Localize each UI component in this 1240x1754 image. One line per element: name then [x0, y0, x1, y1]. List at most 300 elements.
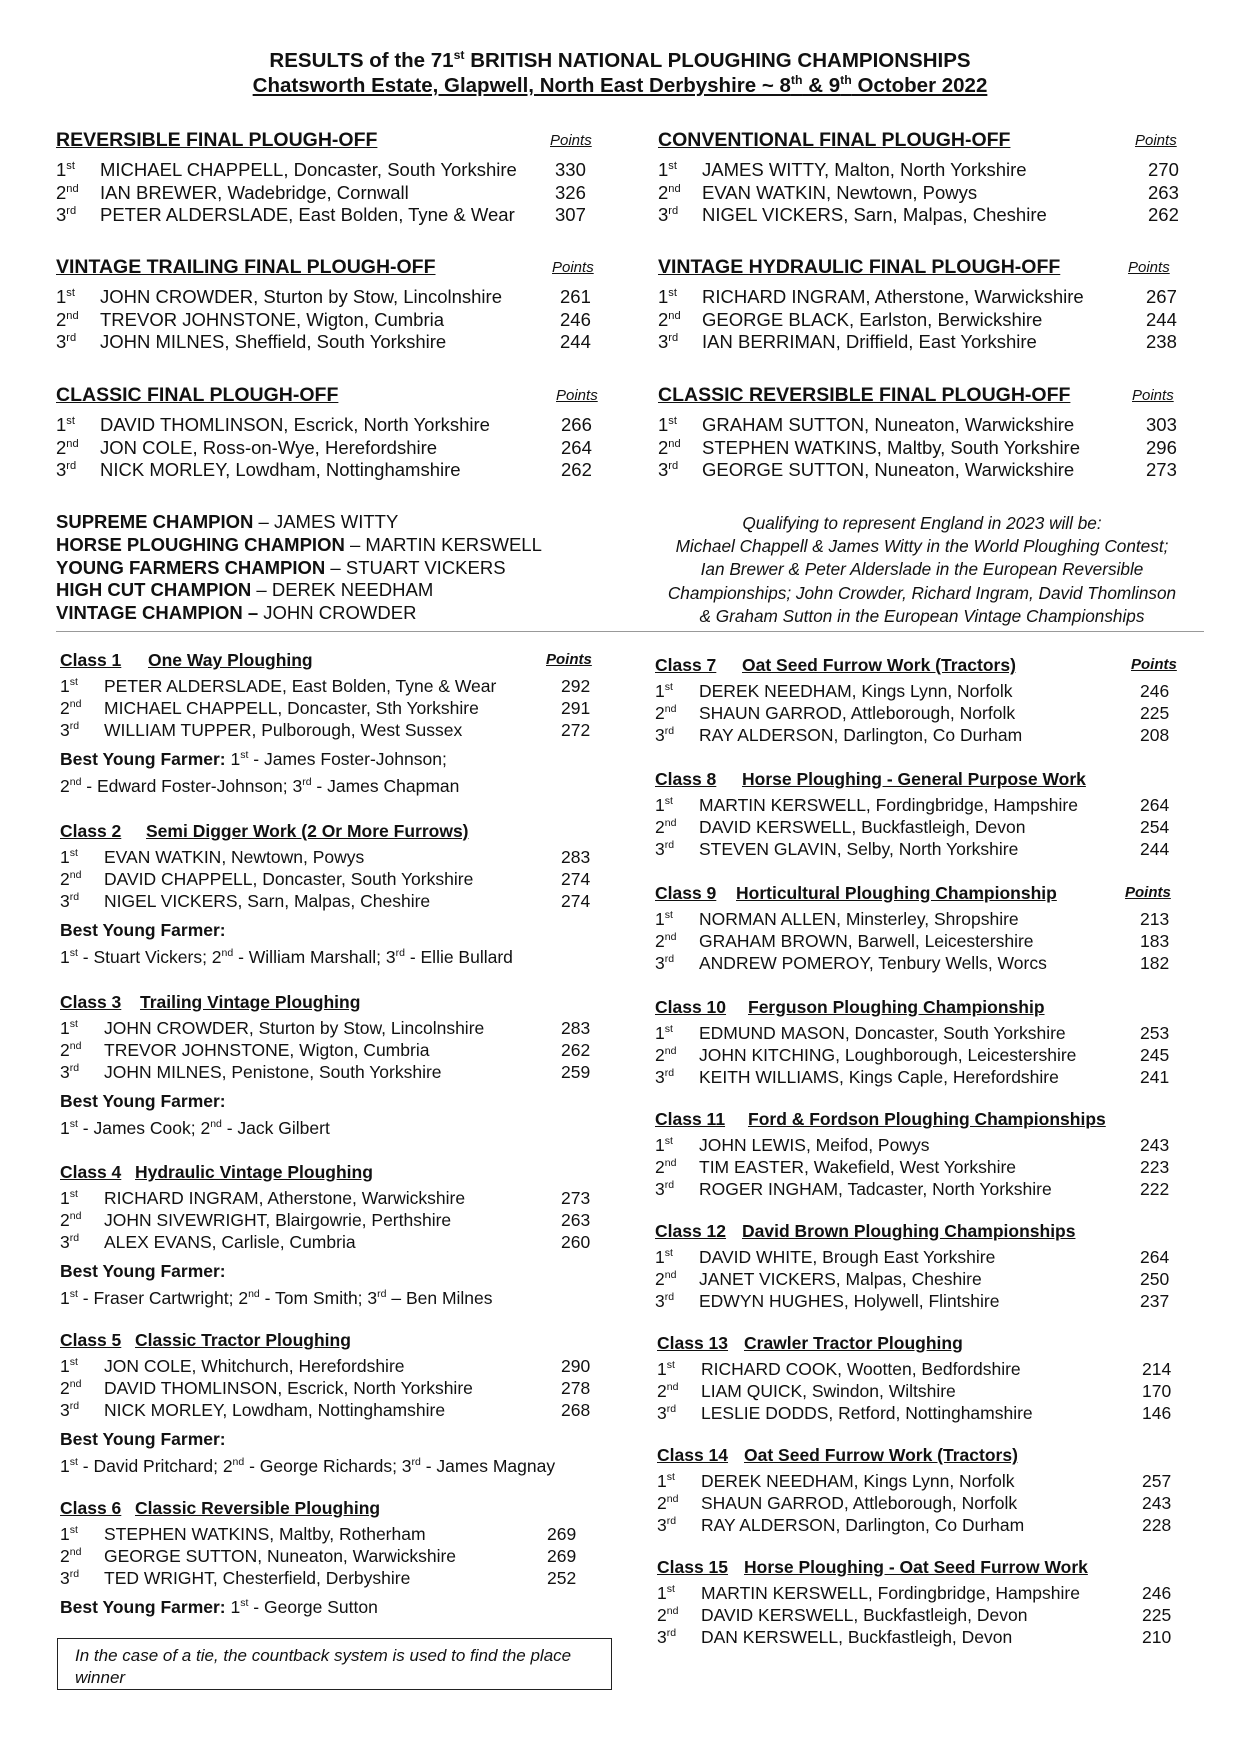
class-number: Class 5 [60, 1330, 122, 1350]
byf-label: Best Young Farmer: [60, 1260, 226, 1281]
class-title: Oat Seed Furrow Work (Tractors) [744, 1445, 1018, 1465]
class-title: One Way Ploughing [148, 650, 313, 670]
result-row [655, 681, 1170, 703]
score: 182 [1140, 953, 1170, 974]
final-title: REVERSIBLE FINAL PLOUGH-OFF [56, 129, 378, 151]
score: 264 [1140, 1247, 1170, 1267]
score: 223 [1140, 1157, 1170, 1178]
champion-line [56, 511, 542, 534]
score: 246 [1142, 1583, 1172, 1603]
competitor-name: DAVID CHAPPELL, Doncaster, South Yorkshire [104, 869, 474, 890]
result-row [60, 869, 591, 891]
qualifying-line: & Graham Sutton in the European Vintage Championships [699, 605, 1145, 626]
byf-line [60, 944, 513, 971]
place-ordinal: rd [69, 1232, 80, 1245]
title-text-rest: BRITISH NATIONAL PLOUGHING CHAMPIONSHIPS [464, 49, 971, 72]
place: 1st [657, 1583, 675, 1603]
subtitle-ordinal: th [840, 73, 852, 88]
place-ordinal: rd [66, 460, 77, 473]
score: 326 [555, 181, 586, 203]
place: 2nd [657, 1493, 679, 1514]
score: 183 [1140, 931, 1170, 952]
score: 270 [1148, 159, 1179, 180]
place: 3rd [60, 720, 80, 741]
result-row [655, 703, 1170, 725]
competitor-name: LESLIE DODDS, Retford, Nottinghamshire [701, 1403, 1033, 1424]
result-row [60, 847, 591, 869]
place-ordinal: rd [664, 1291, 675, 1304]
competitor-name: NORMAN ALLEN, Minsterley, Shropshire [699, 909, 1019, 929]
place-ordinal: st [668, 286, 677, 299]
place: 1st [56, 414, 75, 435]
points-label: Points [1135, 132, 1177, 149]
champion-title: VINTAGE CHAMPION – [56, 602, 259, 624]
score: 170 [1142, 1381, 1172, 1402]
class-header [60, 1330, 555, 1356]
class-header [60, 650, 592, 676]
class-title: Horse Ploughing - Oat Seed Furrow Work [744, 1557, 1088, 1577]
result-row [60, 1546, 577, 1568]
score: 208 [1140, 725, 1170, 746]
competitor-name: RAY ALDERSON, Darlington, Co Durham [699, 725, 1023, 746]
score: 241 [1140, 1067, 1170, 1088]
separator: – [344, 533, 366, 555]
place-ordinal: nd [69, 1210, 82, 1223]
competitor-name: SHAUN GARROD, Attleborough, Norfolk [699, 703, 1016, 724]
result-row [655, 1179, 1170, 1201]
place-ordinal: nd [232, 1455, 245, 1468]
class-title: Classic Tractor Ploughing [135, 1330, 351, 1350]
score: 263 [561, 1210, 591, 1231]
place-ordinal: st [66, 414, 75, 427]
place: 3rd [60, 1232, 80, 1253]
place-ordinal: rd [377, 1287, 387, 1300]
class-title: Ferguson Ploughing Championship [748, 997, 1045, 1017]
place-ordinal: st [666, 1359, 675, 1372]
subtitle-text: Chatsworth Estate, Glapwell, North East Derbyshire ~ 8 [252, 74, 791, 97]
competitor-name: DAVID WHITE, Brough East Yorkshire [699, 1247, 996, 1267]
class-number: Class 1 [60, 650, 122, 670]
class-number: Class 11 [655, 1109, 726, 1129]
tie-note [57, 1638, 612, 1690]
competitor-name: EDWYN HUGHES, Holywell, Flintshire [699, 1291, 1000, 1312]
final-title: VINTAGE TRAILING FINAL PLOUGH-OFF [56, 256, 436, 278]
place-ordinal: nd [69, 775, 82, 788]
result-row [655, 839, 1170, 861]
score: 283 [561, 1018, 591, 1038]
place: 2nd [658, 436, 681, 458]
score: 253 [1140, 1023, 1170, 1043]
place-ordinal: st [664, 681, 673, 694]
place-ordinal: st [664, 909, 673, 922]
competitor-name: JOHN CROWDER, Sturton by Stow, Lincolnshire [100, 286, 502, 307]
class-title: David Brown Ploughing Championships [742, 1221, 1076, 1241]
score: 246 [1140, 681, 1170, 701]
champions-list [56, 511, 542, 625]
place: 3rd [56, 204, 77, 226]
place-ordinal: rd [666, 1627, 677, 1640]
score: 244 [560, 331, 591, 353]
place-ordinal: st [69, 676, 78, 689]
place-ordinal: nd [69, 1378, 82, 1391]
place: 3rd [56, 331, 77, 353]
class-header [657, 1333, 963, 1359]
result-row [655, 1045, 1170, 1067]
place-ordinal: st [240, 748, 249, 761]
class-section [655, 655, 1177, 748]
place-ordinal: st [69, 1524, 78, 1537]
place: 1st [60, 847, 78, 867]
class-header [60, 1162, 493, 1188]
qualifying-line: Qualifying to represent England in 2023 will be: [742, 513, 1102, 533]
competitor-name: DAN KERSWELL, Buckfastleigh, Devon [701, 1627, 1013, 1648]
place: 2nd [60, 869, 82, 890]
class-header [655, 997, 1045, 1023]
final-title: CONVENTIONAL FINAL PLOUGH-OFF [658, 129, 1011, 151]
competitor-name: SHAUN GARROD, Attleborough, Norfolk [701, 1493, 1018, 1514]
place: 1st [655, 795, 673, 815]
result-row [655, 1023, 1170, 1045]
place-ordinal: nd [668, 309, 681, 322]
competitor-name: JOHN KITCHING, Loughborough, Leicestershire [699, 1045, 1077, 1066]
place-ordinal: st [69, 847, 78, 860]
place: 1st [56, 159, 75, 180]
place: 1st [60, 1356, 78, 1376]
champion-line [56, 534, 542, 557]
result-row [655, 1135, 1170, 1157]
competitor-name: EDMUND MASON, Doncaster, South Yorkshire [699, 1023, 1066, 1043]
place: 1st [658, 414, 677, 435]
class-section [657, 1445, 1172, 1538]
byf-line [60, 1594, 378, 1621]
score: 303 [1146, 414, 1177, 435]
place-ordinal: st [666, 1471, 675, 1484]
place: 3rd [60, 1400, 80, 1421]
champion-title: HORSE PLOUGHING CHAMPION [56, 533, 345, 555]
place-ordinal: st [666, 1583, 675, 1596]
competitor-name: DEREK NEEDHAM, Kings Lynn, Norfolk [701, 1471, 1015, 1491]
best-young-farmer [60, 746, 459, 800]
score: 283 [561, 847, 591, 867]
result-row [657, 1381, 1172, 1403]
class-section [655, 769, 1170, 862]
place: 2nd [655, 1269, 677, 1290]
place: 1st [60, 1188, 78, 1208]
class-number: Class 13 [657, 1333, 729, 1353]
place: 2nd [56, 308, 79, 330]
place: 2nd [60, 1546, 82, 1567]
place: 1st [655, 681, 673, 701]
score: 264 [1140, 795, 1170, 815]
score: 262 [1148, 204, 1179, 226]
competitor-name: WILLIAM TUPPER, Pulborough, West Sussex [104, 720, 463, 741]
place-ordinal: nd [668, 437, 681, 450]
class-section [60, 992, 591, 1142]
separator: – [251, 579, 272, 601]
place-ordinal: rd [664, 1067, 675, 1080]
class-section [60, 1330, 591, 1480]
place-ordinal: nd [666, 1381, 679, 1394]
score: 307 [555, 204, 586, 226]
competitor-name: JOHN LEWIS, Meifod, Powys [699, 1135, 930, 1155]
competitor-name: MARTIN KERSWELL, Fordingbridge, Hampshire [699, 795, 1078, 815]
place: 2nd [655, 1157, 677, 1178]
score: 146 [1142, 1403, 1172, 1424]
result-row [60, 1210, 591, 1232]
class-header [655, 769, 1086, 795]
place: 3rd [56, 459, 77, 481]
place-ordinal: rd [302, 775, 312, 788]
place: 3rd [658, 204, 679, 226]
score: 278 [561, 1378, 591, 1399]
page-title [0, 49, 1240, 73]
place-ordinal: nd [664, 931, 677, 944]
place-ordinal: nd [66, 437, 79, 450]
result-row [655, 1157, 1170, 1179]
subtitle-text-end: October 2022 [851, 74, 988, 97]
result-row [655, 1247, 1170, 1269]
class-header [60, 821, 513, 847]
young-farmer-entry: 3rd - James Magnay [401, 1455, 556, 1476]
class-title: Trailing Vintage Ploughing [140, 992, 361, 1012]
title-ordinal: st [453, 48, 465, 63]
competitor-name: ROGER INGHAM, Tadcaster, North Yorkshire [699, 1179, 1052, 1200]
competitor-name: NIGEL VICKERS, Sarn, Malpas, Cheshire [104, 891, 431, 912]
young-farmer-entry: 1st - David Pritchard; [60, 1455, 223, 1476]
young-farmer-entry: 2nd - William Marshall; [211, 946, 386, 967]
place: 1st [655, 909, 673, 929]
byf-label: Best Young Farmer: [60, 1090, 226, 1111]
young-farmer-entry: 2nd - Edward Foster-Johnson; [60, 775, 293, 796]
score: 214 [1142, 1359, 1172, 1379]
young-farmer-entry: 2nd - George Richards; [222, 1455, 402, 1476]
best-young-farmer [60, 1088, 330, 1142]
competitor-name: TIM EASTER, Wakefield, West Yorkshire [699, 1157, 1017, 1178]
place: 3rd [655, 1179, 675, 1200]
place-ordinal: st [69, 1455, 78, 1468]
competitor-name: MICHAEL CHAPPELL, Doncaster, South Yorkshire [100, 159, 517, 180]
result-row [657, 1359, 1172, 1381]
score: 296 [1146, 436, 1177, 458]
score: 257 [1142, 1471, 1172, 1491]
place: 3rd [657, 1627, 677, 1648]
competitor-name: STEVEN GLAVIN, Selby, North Yorkshire [699, 839, 1019, 860]
place-ordinal: st [69, 1117, 78, 1130]
place-ordinal: rd [668, 460, 679, 473]
points-label: Points [552, 259, 594, 276]
place: 3rd [60, 1568, 80, 1589]
byf-label: Best Young Farmer: [60, 1596, 226, 1617]
young-farmer-entry: 2nd - Tom Smith; [238, 1287, 368, 1308]
place-ordinal: nd [666, 1493, 679, 1506]
result-row [655, 725, 1170, 747]
champion-line [56, 602, 542, 625]
place: 3rd [657, 1403, 677, 1424]
place: 2nd [655, 931, 677, 952]
place-ordinal: rd [664, 1179, 675, 1192]
score: 228 [1142, 1515, 1172, 1536]
young-farmer-entry: 1st - Stuart Vickers; [60, 946, 212, 967]
result-row [60, 720, 591, 742]
place-ordinal: nd [221, 946, 234, 959]
place-ordinal: nd [69, 869, 82, 882]
class-section [657, 1557, 1172, 1650]
place-ordinal: st [69, 1018, 78, 1031]
qualifying-note [622, 512, 1222, 628]
result-row [655, 909, 1170, 931]
result-row [60, 1524, 577, 1546]
result-row [60, 676, 591, 698]
place-ordinal: st [66, 159, 75, 172]
place-ordinal: nd [69, 1546, 82, 1559]
tie-note-text: In the case of a tie, the countback system is used to find the place winner [75, 1646, 572, 1687]
result-row [657, 1605, 1172, 1627]
class-number: Class 8 [655, 769, 717, 789]
place-ordinal: st [668, 159, 677, 172]
place-ordinal: rd [666, 1515, 677, 1528]
place: 1st [657, 1359, 675, 1379]
place: 2nd [657, 1605, 679, 1626]
points-label: Points [556, 387, 598, 404]
byf-line [60, 1453, 555, 1480]
place: 1st [658, 286, 677, 307]
byf-line [60, 917, 513, 944]
result-row [657, 1627, 1172, 1649]
competitor-name: PETER ALDERSLADE, East Bolden, Tyne & Wear [104, 676, 497, 696]
byf-line [60, 1115, 330, 1142]
result-row [655, 817, 1170, 839]
place: 1st [655, 1135, 673, 1155]
competitor-name: NICK MORLEY, Lowdham, Nottinghamshire [104, 1400, 446, 1421]
place-ordinal: nd [664, 1045, 677, 1058]
competitor-name: JANET VICKERS, Malpas, Cheshire [699, 1269, 982, 1290]
champion-name: JAMES WITTY [273, 511, 399, 532]
score: 266 [561, 414, 592, 435]
score: 222 [1140, 1179, 1170, 1200]
competitor-name: DAVID THOMLINSON, Escrick, North Yorkshire [100, 414, 490, 435]
points-label: Points [1128, 259, 1170, 276]
class-title: Horticultural Ploughing Championship [736, 883, 1057, 903]
competitor-name: JOHN MILNES, Sheffield, South Yorkshire [100, 331, 447, 353]
young-farmer-entry: 3rd – Ben Milnes [367, 1287, 493, 1308]
result-row [655, 953, 1170, 975]
class-header [655, 1109, 1106, 1135]
place-ordinal: nd [66, 309, 79, 322]
class-number: Class 9 [655, 883, 717, 903]
place: 3rd [657, 1515, 677, 1536]
score: 238 [1146, 331, 1177, 353]
score: 290 [561, 1356, 591, 1376]
class-number: Class 7 [655, 655, 717, 675]
place: 3rd [655, 839, 675, 860]
place: 3rd [655, 953, 675, 974]
place: 2nd [56, 436, 79, 458]
place-ordinal: nd [69, 1040, 82, 1053]
young-farmer-entry: 1st - James Foster-Johnson; [230, 748, 447, 769]
place-ordinal: rd [69, 891, 80, 904]
place-ordinal: rd [66, 205, 77, 218]
class-section [655, 997, 1170, 1090]
class-section [60, 1162, 591, 1312]
place-ordinal: st [69, 1287, 78, 1300]
competitor-name: EVAN WATKIN, Newtown, Powys [702, 181, 978, 203]
score: 269 [547, 1524, 577, 1544]
champion-title: YOUNG FARMERS CHAMPION [56, 556, 326, 578]
champion-title: SUPREME CHAMPION [56, 511, 254, 532]
place-ordinal: nd [668, 182, 681, 195]
champion-name: STUART VICKERS [345, 556, 506, 578]
competitor-name: JOHN MILNES, Penistone, South Yorkshire [104, 1062, 442, 1083]
result-row [655, 931, 1170, 953]
place-ordinal: st [664, 1135, 673, 1148]
best-young-farmer [60, 1258, 493, 1312]
score: 250 [1140, 1269, 1170, 1290]
result-row [657, 1471, 1172, 1493]
competitor-name: MICHAEL CHAPPELL, Doncaster, Sth Yorkshire [104, 698, 479, 719]
result-row [655, 1269, 1170, 1291]
competitor-name: DAVID KERSWELL, Buckfastleigh, Devon [699, 817, 1026, 838]
place-ordinal: st [668, 414, 677, 427]
score: 273 [561, 1188, 591, 1208]
place-ordinal: nd [248, 1287, 260, 1300]
class-title: Crawler Tractor Ploughing [744, 1333, 963, 1353]
result-row [60, 1378, 591, 1400]
class-number: Class 14 [657, 1445, 729, 1465]
competitor-name: TREVOR JOHNSTONE, Wigton, Cumbria [104, 1040, 430, 1061]
place-ordinal: st [66, 286, 75, 299]
score: 268 [561, 1400, 591, 1421]
class-title: Classic Reversible Ploughing [135, 1498, 381, 1518]
place-ordinal: nd [664, 1269, 677, 1282]
place-ordinal: rd [664, 953, 675, 966]
class-title: Ford & Fordson Ploughing Championships [748, 1109, 1106, 1129]
score: 244 [1140, 839, 1170, 860]
place: 3rd [658, 331, 679, 353]
score: 259 [561, 1062, 591, 1083]
place: 2nd [658, 308, 681, 330]
score: 254 [1140, 817, 1170, 838]
competitor-name: GEORGE SUTTON, Nuneaton, Warwickshire [104, 1546, 457, 1567]
competitor-name: GRAHAM BROWN, Barwell, Leicestershire [699, 931, 1034, 952]
competitor-name: JON COLE, Ross-on-Wye, Herefordshire [100, 436, 438, 458]
place: 1st [60, 1524, 78, 1544]
champion-name: DEREK NEEDHAM [271, 579, 434, 601]
place: 2nd [56, 181, 79, 203]
place-ordinal: nd [664, 703, 677, 716]
score: 292 [561, 676, 591, 696]
score: 269 [547, 1546, 577, 1567]
place-ordinal: nd [210, 1117, 222, 1130]
result-row [60, 1018, 591, 1040]
class-title: Semi Digger Work (2 Or More Furrows) [146, 821, 469, 841]
competitor-name: DAVID THOMLINSON, Escrick, North Yorkshire [104, 1378, 473, 1399]
young-farmer-entry: 2nd - Jack Gilbert [200, 1117, 330, 1138]
place: 2nd [60, 1040, 82, 1061]
class-section [657, 1333, 1172, 1426]
place-ordinal: rd [664, 725, 675, 738]
competitor-name: LIAM QUICK, Swindon, Wiltshire [701, 1381, 956, 1402]
result-row [60, 1232, 591, 1254]
score: 244 [1146, 308, 1177, 330]
place-ordinal: nd [664, 817, 677, 830]
score: 225 [1142, 1605, 1172, 1626]
byf-line [60, 746, 459, 773]
score: 237 [1140, 1291, 1170, 1312]
place: 2nd [60, 698, 82, 719]
divider [56, 631, 1204, 632]
competitor-name: DEREK NEEDHAM, Kings Lynn, Norfolk [699, 681, 1013, 701]
points-label: Points [1131, 656, 1177, 673]
